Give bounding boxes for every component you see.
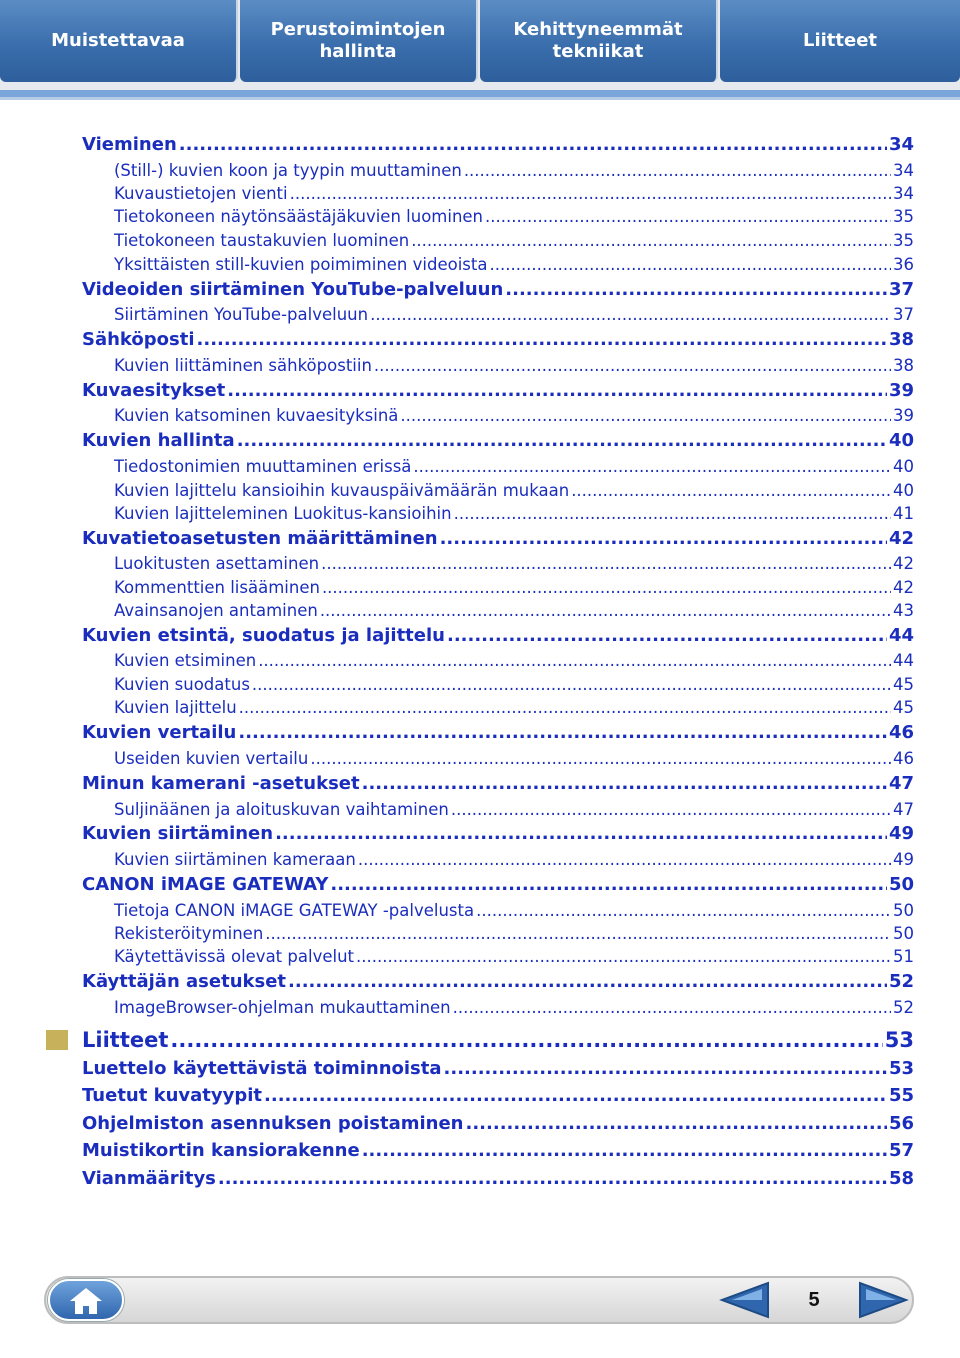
toc-leader-dots [447, 623, 887, 649]
toc-leader-dots [400, 405, 891, 427]
toc-subentry[interactable] [82, 254, 914, 276]
toc-entry[interactable] [82, 1166, 914, 1192]
tab-label: Kehittyneemmät tekniikat [513, 19, 683, 62]
toc-subentry[interactable] [82, 650, 914, 672]
toc-leader-dots [464, 160, 891, 182]
toc-subentry[interactable] [82, 674, 914, 696]
toc-title: Käyttäjän asetukset [82, 971, 287, 992]
toc-entry[interactable] [82, 1138, 914, 1164]
toc-page-number: 57 [888, 1140, 914, 1161]
toc-title: Rekisteröityminen [114, 924, 264, 943]
toc-page-number: 34 [893, 184, 914, 203]
toc-title: Minun kamerani -asetukset [82, 773, 360, 794]
toc-title: Liitteet [82, 1028, 169, 1052]
toc-leader-dots [275, 821, 887, 847]
toc-entry[interactable] [82, 623, 914, 649]
toc-title: Tietokoneen taustakuvien luominen [114, 231, 410, 250]
toc-page-number: 56 [888, 1113, 914, 1134]
toc-leader-dots [358, 849, 891, 871]
toc-page-number: 40 [888, 430, 914, 451]
toc-entry[interactable] [82, 872, 914, 898]
toc-title: Vieminen [82, 134, 177, 155]
toc-page-number: 42 [893, 554, 914, 573]
toc-title: Kuvaesitykset [82, 380, 226, 401]
toc-leader-dots [258, 650, 891, 672]
toc-page-number: 52 [893, 998, 914, 1017]
tab-label: Liitteet [802, 30, 878, 51]
toc-subentry[interactable] [82, 183, 914, 205]
toc-page-number: 46 [893, 749, 914, 768]
toc-leader-dots [411, 230, 891, 252]
tab-perustoimintojen-hallinta[interactable] [240, 0, 478, 82]
toc-page-number: 42 [893, 578, 914, 597]
toc-leader-dots [320, 600, 891, 622]
toc-page-number: 53 [888, 1058, 914, 1079]
toc-title: Käytettävissä olevat palvelut [114, 947, 354, 966]
toc-leader-dots [571, 480, 891, 502]
toc-leader-dots [454, 503, 891, 525]
toc-leader-dots [288, 969, 887, 995]
toc-subentry[interactable] [82, 997, 914, 1019]
arrow-right-icon [856, 1280, 910, 1320]
toc-leader-dots [237, 428, 887, 454]
toc-subentry[interactable] [82, 697, 914, 719]
toc-subentry[interactable] [82, 304, 914, 326]
toc-leader-dots [356, 946, 891, 968]
toc-leader-dots [322, 577, 891, 599]
toc-title: Kuvien etsiminen [114, 651, 257, 670]
toc-leader-dots [227, 378, 887, 404]
toc-subentry[interactable] [82, 405, 914, 427]
toc-leader-dots [197, 327, 887, 353]
toc-page-number: 35 [893, 207, 914, 226]
toc-title: Muistikortin kansiorakenne [82, 1140, 360, 1161]
toc-title: CANON iMAGE GATEWAY [82, 874, 329, 895]
tab-label: Perustoimintojen hallinta [270, 19, 446, 62]
toc-leader-dots [330, 872, 887, 898]
toc-subentry[interactable] [82, 799, 914, 821]
toc-leader-dots [440, 526, 887, 552]
toc-page-number: 39 [888, 380, 914, 401]
top-tab-bar [0, 0, 960, 96]
toc-page-number: 36 [893, 255, 914, 274]
home-button[interactable] [48, 1279, 124, 1321]
toc-entry[interactable] [82, 132, 914, 158]
toc-leader-dots [252, 674, 891, 696]
toc-subentry[interactable] [82, 946, 914, 968]
toc-title: Siirtäminen YouTube-palveluun [114, 305, 369, 324]
toc-title: Kuvien etsintä, suodatus ja lajittelu [82, 625, 445, 646]
toc-title: Kuvaustietojen vienti [114, 184, 288, 203]
toc-leader-dots [362, 1138, 887, 1164]
toc-leader-dots [321, 553, 891, 575]
toc-leader-dots [485, 206, 891, 228]
toc-page-number: 50 [893, 901, 914, 920]
tab-liitteet[interactable] [720, 0, 960, 82]
toc-title: Videoiden siirtäminen YouTube-palveluun [82, 279, 504, 300]
bottom-nav-bar [44, 1276, 914, 1324]
tab-kehittyneemmat-tekniikat[interactable] [480, 0, 718, 82]
arrow-left-icon [718, 1280, 772, 1320]
toc-subentry[interactable] [82, 553, 914, 575]
toc-entry[interactable] [82, 771, 914, 797]
toc-title: Avainsanojen antaminen [114, 601, 318, 620]
toc-leader-dots [451, 799, 891, 821]
toc-leader-dots [413, 456, 891, 478]
toc-title: Tiedostonimien muuttaminen erissä [114, 457, 412, 476]
toc-subentry[interactable] [82, 577, 914, 599]
toc-title: (Still-) kuvien koon ja tyypin muuttaminen [114, 161, 462, 180]
toc-entry[interactable] [82, 277, 914, 303]
toc-subentry[interactable] [82, 600, 914, 622]
toc-leader-dots [505, 277, 887, 303]
toc-chapter[interactable] [82, 1026, 914, 1054]
toc-leader-dots [362, 771, 887, 797]
toc-entry[interactable] [82, 821, 914, 847]
toc-title: Kuvien lajitteleminen Luokitus-kansioihin [114, 504, 452, 523]
toc-page-number: 42 [888, 528, 914, 549]
toc-page-number: 51 [893, 947, 914, 966]
toc-title: Kuvien suodatus [114, 675, 250, 694]
toc-leader-dots [264, 1083, 887, 1109]
toc-subentry[interactable] [82, 160, 914, 182]
toc-page-number: 58 [888, 1168, 914, 1189]
toc-page-number: 38 [893, 356, 914, 375]
toc-page-number: 50 [888, 874, 914, 895]
toc-title: Kuvien siirtäminen [82, 823, 274, 844]
toc-page-number: 40 [893, 481, 914, 500]
toc-leader-dots [239, 697, 891, 719]
toc-page-number: 45 [893, 698, 914, 717]
toc-title: Luettelo käytettävistä toiminnoista [82, 1058, 442, 1079]
toc-page-number: 53 [884, 1028, 914, 1052]
toc-leader-dots [170, 1026, 882, 1054]
toc-entry[interactable] [82, 1056, 914, 1082]
toc-subentry[interactable] [82, 355, 914, 377]
toc-title: Kuvien siirtäminen kameraan [114, 850, 356, 869]
toc-title: Suljinäänen ja aloituskuvan vaihtaminen [114, 800, 449, 819]
toc-leader-dots [453, 997, 891, 1019]
toc-subentry[interactable] [82, 900, 914, 922]
previous-page-button[interactable] [718, 1280, 772, 1320]
toc-title: Kuvien lajittelu [114, 698, 237, 717]
toc-entry[interactable] [82, 327, 914, 353]
next-page-button[interactable] [856, 1280, 910, 1320]
toc-title: Kuvatietoasetusten määrittäminen [82, 528, 438, 549]
toc-page-number: 44 [893, 651, 914, 670]
toc-page-number: 44 [888, 625, 914, 646]
toc-title: Tietoja CANON iMAGE GATEWAY -palvelusta [114, 901, 475, 920]
toc-entry[interactable] [82, 1111, 914, 1137]
toc-subentry[interactable] [82, 480, 914, 502]
toc-title: Tietokoneen näytönsäästäjäkuvien luominen [114, 207, 484, 226]
toc-page-number: 43 [893, 601, 914, 620]
toc-leader-dots [238, 720, 887, 746]
toc-entry[interactable] [82, 378, 914, 404]
tab-underline-shadow [0, 97, 960, 100]
toc-page-number: 47 [893, 800, 914, 819]
toc-title: Kuvien vertailu [82, 722, 237, 743]
toc-leader-dots [310, 748, 891, 770]
toc-title: Kuvien liittäminen sähköpostiin [114, 356, 372, 375]
toc-title: ImageBrowser-ohjelman mukauttaminen [114, 998, 451, 1017]
toc-title: Sähköposti [82, 329, 195, 350]
toc-page-number: 55 [888, 1085, 914, 1106]
toc-entry[interactable] [82, 1083, 914, 1109]
toc-page-number: 39 [893, 406, 914, 425]
toc-leader-dots [476, 900, 891, 922]
toc-subentry[interactable] [82, 456, 914, 478]
toc-title: Luokitusten asettaminen [114, 554, 320, 573]
toc-page-number: 34 [893, 161, 914, 180]
toc-subentry[interactable] [82, 748, 914, 770]
toc-page-number: 46 [888, 722, 914, 743]
toc-subentry[interactable] [82, 849, 914, 871]
toc-title: Tuetut kuvatyypit [82, 1085, 263, 1106]
toc-entry[interactable] [82, 428, 914, 454]
toc-page-number: 35 [893, 231, 914, 250]
toc-page-number: 49 [893, 850, 914, 869]
toc-title: Kuvien katsominen kuvaesityksinä [114, 406, 399, 425]
toc-entry[interactable] [82, 720, 914, 746]
toc-leader-dots [374, 355, 891, 377]
toc-page-number: 50 [893, 924, 914, 943]
toc-entry[interactable] [82, 969, 914, 995]
home-icon [68, 1286, 104, 1316]
toc-page-number: 52 [888, 971, 914, 992]
toc-title: Kommenttien lisääminen [114, 578, 320, 597]
toc-title: Yksittäisten still-kuvien poimiminen videoista [114, 255, 488, 274]
toc-subentry[interactable] [82, 230, 914, 252]
toc-title: Kuvien hallinta [82, 430, 235, 451]
tab-label: Muistettavaa [51, 30, 185, 51]
toc-title: Vianmääritys [82, 1168, 216, 1189]
toc-page-number: 34 [888, 134, 914, 155]
toc-subentry[interactable] [82, 206, 914, 228]
toc-leader-dots [265, 923, 891, 945]
toc-page-number: 40 [893, 457, 914, 476]
tab-muistettavaa[interactable] [0, 0, 238, 82]
toc-subentry[interactable] [82, 503, 914, 525]
toc-page-number: 37 [893, 305, 914, 324]
toc-page-number: 41 [893, 504, 914, 523]
toc-page-number: 38 [888, 329, 914, 350]
toc-page-number: 49 [888, 823, 914, 844]
toc-leader-dots [466, 1111, 887, 1137]
toc-leader-dots [218, 1166, 887, 1192]
toc-page-number: 45 [893, 675, 914, 694]
toc-subentry[interactable] [82, 923, 914, 945]
toc-title: Ohjelmiston asennuksen poistaminen [82, 1113, 464, 1134]
toc-page-number: 47 [888, 773, 914, 794]
toc-leader-dots [489, 254, 891, 276]
toc-entry[interactable] [82, 526, 914, 552]
toc-leader-dots [179, 132, 887, 158]
chapter-marker-icon [46, 1030, 68, 1050]
toc-leader-dots [290, 183, 891, 205]
toc-leader-dots [370, 304, 891, 326]
page-number: 5 [808, 1289, 820, 1311]
toc-page-number: 37 [888, 279, 914, 300]
toc-title: Useiden kuvien vertailu [114, 749, 309, 768]
toc-title: Kuvien lajittelu kansioihin kuvauspäivämäärän mukaan [114, 481, 570, 500]
toc-leader-dots [444, 1056, 887, 1082]
